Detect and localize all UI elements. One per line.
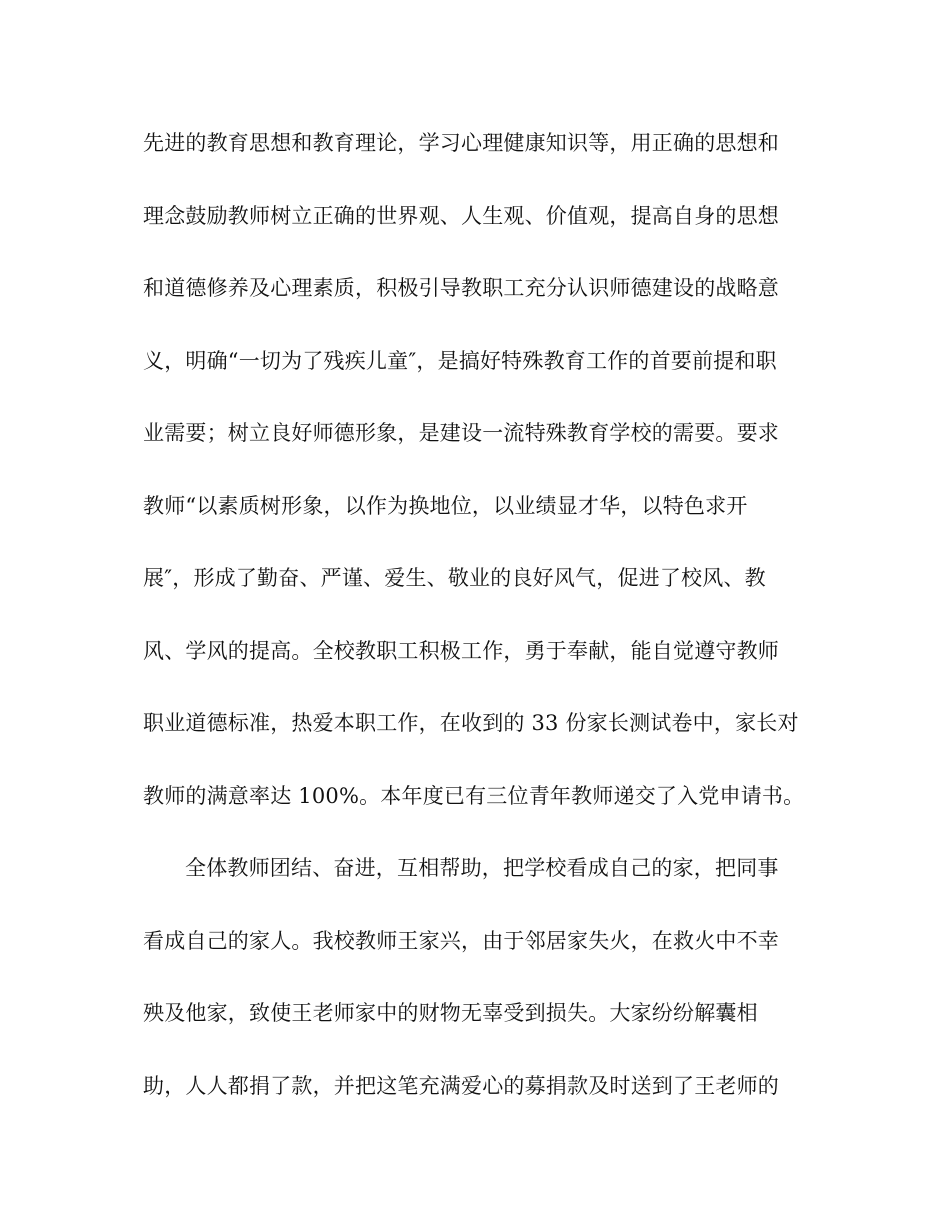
paragraph-line: 殃及他家，致使王老师家中的财物无辜受到损失。大家纷纷解囊相 — [143, 1001, 758, 1025]
paragraph-line: 教师的满意率达 100%。本年度已有三位青年教师递交了入党申请书。 — [143, 784, 805, 808]
paragraph-line: 教师“以素质树形象，以作为换地位，以业绩显才华，以特色求开 — [143, 494, 748, 518]
paragraph-line: 理念鼓励教师树立正确的世界观、人生观、价值观，提高自身的思想 — [143, 204, 779, 228]
paragraph-line: 职业道德标准，热爱本职工作，在收到的 33 份家长测试卷中，家长对 — [143, 711, 799, 735]
paragraph-line: 展″，形成了勤奋、严谨、爱生、敬业的良好风气，促进了校风、教 — [143, 566, 766, 590]
paragraph-line: 全体教师团结、奋进，互相帮助，把学校看成自己的家，把同事 — [185, 856, 779, 880]
paragraph-line: 业需要；树立良好师德形象，是建设一流特殊教育学校的需要。要求 — [143, 421, 779, 445]
paragraph-line: 和道德修养及心理素质，积极引导教职工充分认识师德建设的战略意 — [143, 276, 779, 300]
paragraph-line: 先进的教育思想和教育理论，学习心理健康知识等，用正确的思想和 — [143, 131, 779, 155]
paragraph-line: 看成自己的家人。我校教师王家兴，由于邻居家失火，在救火中不幸 — [143, 929, 779, 953]
paragraph-line: 风、学风的提高。全校教职工积极工作，勇于奉献，能自觉遵守教师 — [143, 639, 779, 663]
paragraph-line: 助，人人都捐了款，并把这笔充满爱心的募捐款及时送到了王老师的 — [143, 1074, 779, 1098]
paragraph-line: 义，明确“一切为了残疾儿童″，是搞好特殊教育工作的首要前提和职 — [143, 349, 777, 373]
